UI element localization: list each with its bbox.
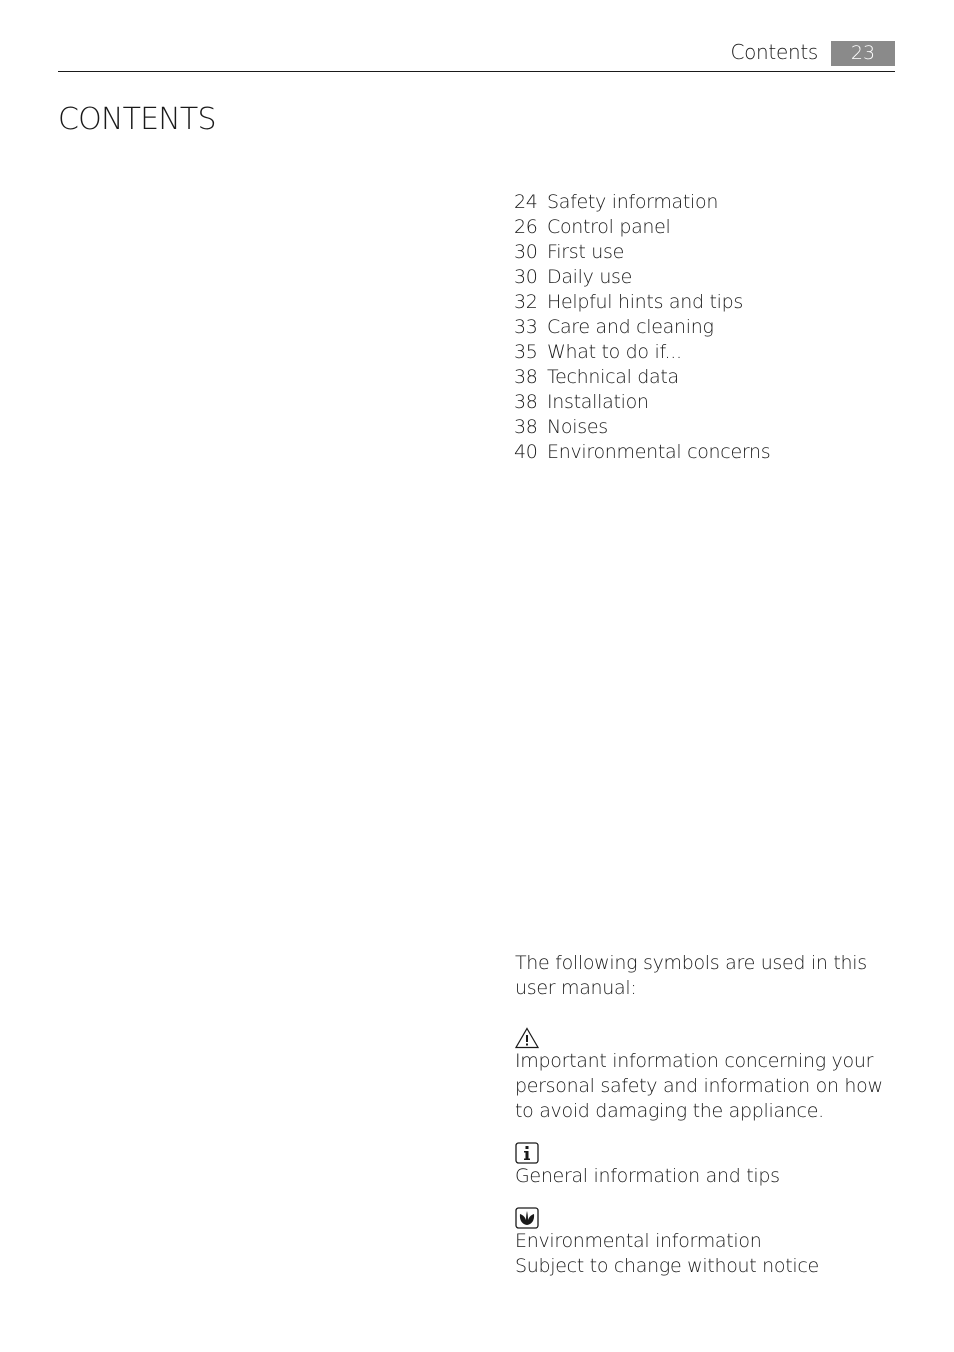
toc-entry-title: Installation [547,391,649,413]
toc-page-number: 24 [514,191,538,213]
toc-entry-title: First use [547,241,624,263]
toc-page-number: 30 [514,266,538,288]
toc-page-number: 26 [514,216,538,238]
toc-entry[interactable] [514,215,770,240]
toc-entry[interactable] [514,265,770,290]
toc-entry-title: Safety information [547,191,719,213]
table-of-contents [514,190,770,465]
toc-entry[interactable] [514,390,770,415]
toc-entry[interactable] [514,340,770,365]
environment-icon [515,1207,539,1229]
toc-page-number: 38 [514,391,538,413]
toc-entry[interactable] [514,190,770,215]
symbols-legend [515,951,895,1279]
toc-page-number: 33 [514,316,538,338]
toc-page-number: 32 [514,291,538,313]
toc-entry[interactable] [514,365,770,390]
toc-entry[interactable] [514,240,770,265]
toc-entry[interactable] [514,440,770,465]
toc-entry-title: Environmental concerns [547,441,771,463]
info-icon [515,1142,539,1164]
symbols-intro: The following symbols are used in this user manual: [515,952,867,999]
toc-page-number: 38 [514,416,538,438]
toc-entry-title: Control panel [547,216,671,238]
toc-entry-title: Technical data [547,366,679,388]
header-divider [58,71,895,72]
toc-page-number: 38 [514,366,538,388]
section-label: Contents [730,40,818,64]
toc-entry-title: Daily use [547,266,633,288]
toc-entry-title: Helpful hints and tips [547,291,743,313]
symbol-description: General information and tips [515,1165,780,1187]
toc-page-number: 40 [514,441,538,463]
toc-entry-title: What to do if... [547,341,682,363]
toc-page-number: 35 [514,341,538,363]
page-number-badge: 23 [831,41,895,66]
toc-entry[interactable] [514,290,770,315]
symbol-description: Important information concerning your personal safety and information on how to avoid damaging the appliance. [515,1050,883,1122]
toc-entry-title: Care and cleaning [547,316,714,338]
toc-entry[interactable] [514,415,770,440]
warning-triangle-icon [515,1027,539,1049]
symbol-item-warning [515,1027,895,1124]
symbol-description: Environmental information [515,1230,762,1252]
symbol-item-info [515,1142,895,1189]
page-title: CONTENTS [58,102,216,137]
toc-entry[interactable] [514,315,770,340]
footer-note: Subject to change without notice [515,1255,819,1277]
toc-page-number: 30 [514,241,538,263]
toc-entry-title: Noises [547,416,608,438]
symbol-item-environment [515,1207,895,1254]
